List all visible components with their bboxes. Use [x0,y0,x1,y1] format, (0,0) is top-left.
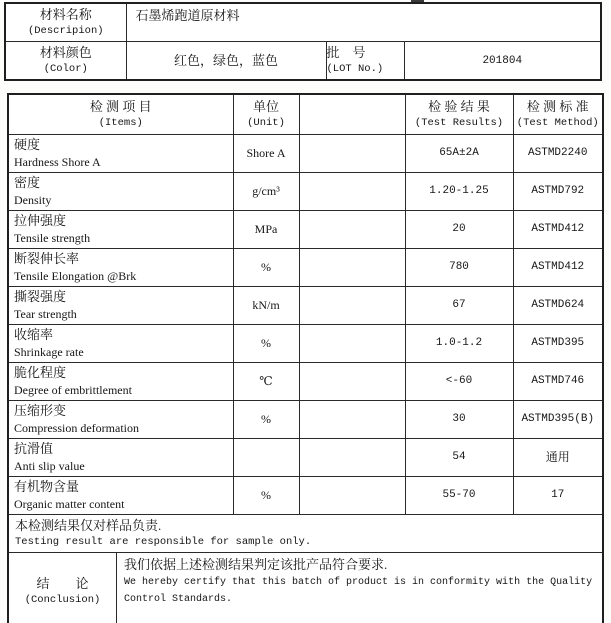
conclusion-label-en: (Conclusion) [24,593,101,606]
conclusion-text-en: We hereby certify that this batch of product is in conformity with the Quality Control Standards. [124,576,593,605]
item-name-zh: 脆化程度 [14,364,67,380]
item-name-en: Degree of embrittlement [14,382,132,397]
item-name-en: Tensile Elongation @Brk [14,268,137,283]
item-name-en: Anti slip value [14,458,85,473]
table-header-row [9,95,602,134]
blank-cell [299,210,405,248]
header-items-en: (Items) [98,116,143,129]
test-row-tear-strength [9,286,602,324]
test-row-anti-slip [9,438,602,476]
material-name-label-en: (Descripion) [27,25,104,37]
header-results-zh: 检 验 结 果 [428,98,490,114]
item-cell [9,172,233,210]
item-name-zh: 抗滑值 [14,440,54,456]
item-name-zh: 密度 [14,174,41,190]
material-name-value: 石墨烯跑道原材料 [135,8,240,23]
result-cell: 1.20-1.25 [405,172,513,210]
item-name-en: Compression deformation [14,420,139,435]
test-row-embrittlement [9,362,602,400]
unit-cell: % [233,248,299,286]
blank-cell [299,248,405,286]
lot-number-label-en: (LOT No.) [326,63,384,75]
method-cell: ASTMD2240 [513,134,602,172]
method-cell: ASTMD395(B) [513,400,602,438]
result-cell: 55-70 [405,476,513,514]
test-row-compression [9,400,602,438]
lot-number-value: 201804 [482,54,523,67]
header-method-zh: 检 测 标 准 [526,98,589,114]
conclusion-text [117,553,602,623]
header-unit [233,95,299,134]
method-cell: ASTMD412 [513,210,602,248]
header-blank-cell [299,95,405,134]
method-cell: ASTMD395 [513,324,602,362]
unit-cell: % [233,324,299,362]
header-unit-zh: 单位 [252,98,279,114]
disclaimer-zh: 本检测结果仅对样品负责. [15,517,162,533]
unit-cell: kN/m [233,286,299,324]
item-name-en: Tear strength [14,306,77,321]
method-cell: ASTMD746 [513,362,602,400]
header-items-zh: 检 测 项 目 [89,98,152,114]
disclaimer-row [9,514,602,552]
item-cell [9,400,233,438]
unit-cell: ℃ [233,362,299,400]
lot-number-label [326,42,404,80]
conclusion-label-zh: 结 论 [36,575,89,591]
blank-cell [299,476,405,514]
method-cell: 17 [513,476,602,514]
test-row-elongation [9,248,602,286]
unit-cell [233,438,299,476]
result-cell: <-60 [405,362,513,400]
material-name-row [6,4,600,42]
disclaimer-cell [9,514,602,552]
material-info-table [4,2,602,81]
material-color-label-zh: 材料颜色 [39,45,92,60]
item-cell [9,134,233,172]
test-row-shrinkage [9,324,602,362]
blank-cell [299,400,405,438]
method-cell: 通用 [513,438,602,476]
method-cell: ASTMD624 [513,286,602,324]
test-row-hardness [9,134,602,172]
blank-cell [299,324,405,362]
result-cell: 1.0-1.2 [405,324,513,362]
item-name-zh: 断裂伸长率 [14,250,80,266]
test-row-organic-content [9,476,602,514]
blank-cell [299,438,405,476]
header-results [405,95,513,134]
header-results-en: (Test Results) [414,116,504,129]
material-color-value: 红色，绿色，蓝色 [173,52,278,68]
unit-cell: % [233,400,299,438]
result-cell: 780 [405,248,513,286]
item-cell [9,286,233,324]
item-name-zh: 撕裂强度 [14,288,67,304]
test-results-table [7,93,604,623]
header-method-en: (Test Method) [516,116,599,129]
item-name-zh: 压缩形变 [14,402,67,418]
item-name-en: Tensile strength [14,230,91,245]
method-cell: ASTMD792 [513,172,602,210]
header-unit-en: (Unit) [247,116,285,129]
header-items [9,95,233,134]
item-cell [9,362,233,400]
conclusion-row [9,553,602,623]
material-name-value-cell [126,4,600,42]
item-name-zh: 收缩率 [14,326,54,342]
material-color-label [6,42,126,80]
disclaimer-en: Testing result are responsible for sample only. [15,535,312,548]
header-method [513,95,602,134]
item-name-en: Hardness Shore A [14,154,101,169]
conclusion-label [9,553,117,623]
material-color-value-cell [126,42,326,80]
unit-cell: % [233,476,299,514]
item-name-en: Organic matter content [14,496,125,511]
material-name-label-zh: 材料名称 [39,7,92,22]
blank-cell [299,172,405,210]
blank-cell [299,134,405,172]
lot-number-label-zh: 批 号 [326,45,366,60]
item-cell [9,476,233,514]
result-cell: 54 [405,438,513,476]
result-cell: 67 [405,286,513,324]
unit-cell: Shore A [233,134,299,172]
conclusion-text-zh: 我们依据上述检测结果判定该批产品符合要求. [124,556,388,572]
item-name-en: Density [14,192,52,207]
item-name-zh: 硬度 [14,136,41,152]
result-cell: 65A±2A [405,134,513,172]
blank-cell [299,286,405,324]
unit-cell: MPa [233,210,299,248]
material-color-row [6,42,600,80]
material-color-label-en: (Color) [43,63,88,75]
test-row-tensile-strength [9,210,602,248]
result-cell: 20 [405,210,513,248]
unit-cell: g/cm³ [233,172,299,210]
method-cell: ASTMD412 [513,248,602,286]
item-cell [9,248,233,286]
result-cell: 30 [405,400,513,438]
item-cell [9,210,233,248]
test-row-density [9,172,602,210]
item-name-en: Shrinkage rate [14,344,84,359]
item-name-zh: 有机物含量 [14,478,80,494]
item-cell [9,438,233,476]
item-name-zh: 拉伸强度 [14,212,67,228]
blank-cell [299,362,405,400]
material-name-label [6,4,126,42]
item-cell [9,324,233,362]
